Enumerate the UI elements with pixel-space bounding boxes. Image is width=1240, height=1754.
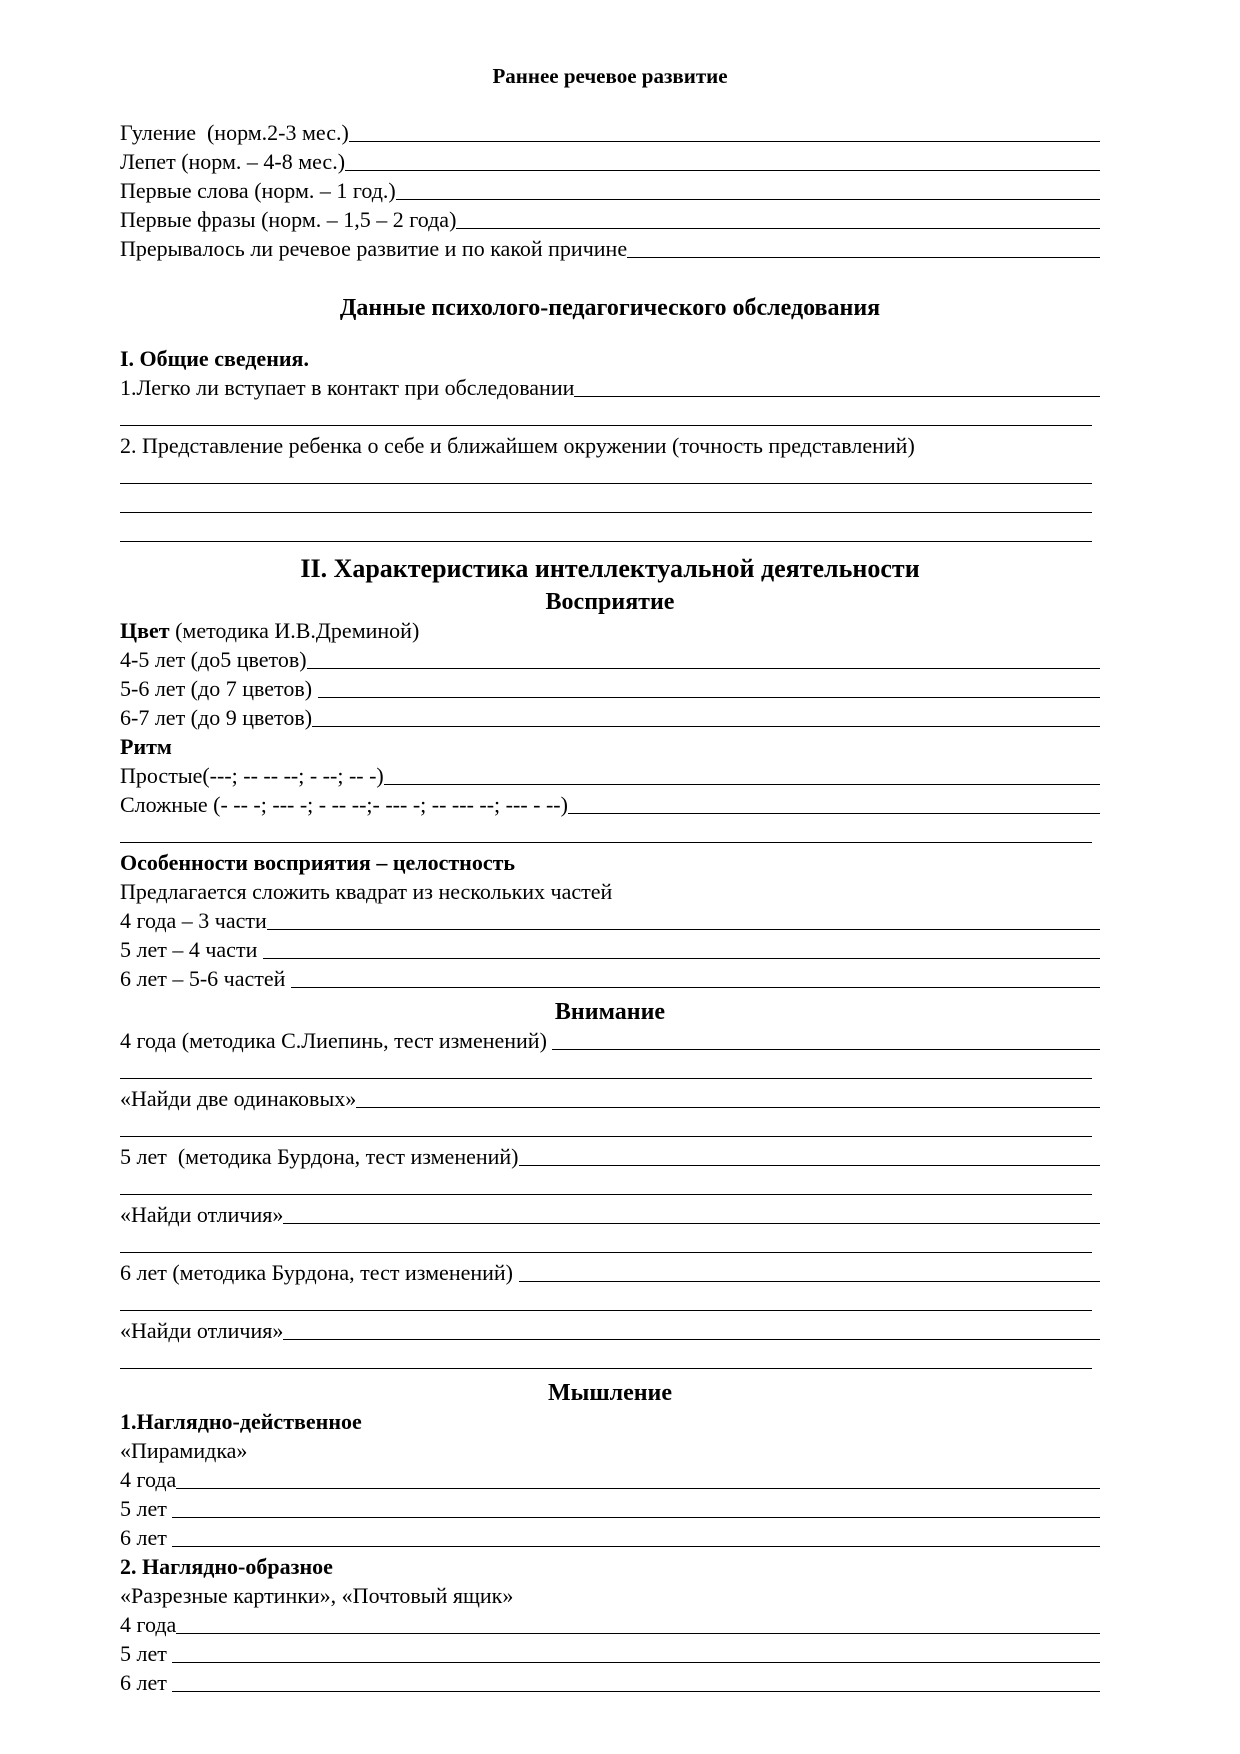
blank-answer-line[interactable] <box>120 517 1100 546</box>
form-line <box>120 1667 1100 1696</box>
line-label: (методика И.В.Дреминой) <box>169 618 420 643</box>
line-label: 5 лет <box>120 1641 173 1666</box>
line-label: 6 лет <box>120 1670 173 1695</box>
form-line <box>120 1083 1100 1112</box>
answer-field-underline[interactable] <box>312 725 1100 727</box>
blank-answer-line[interactable] <box>120 1344 1100 1373</box>
form-line <box>120 430 1100 459</box>
line-label: 6 лет (методика Бурдона, тест изменений) <box>120 1260 519 1285</box>
answer-field-underline[interactable] <box>120 841 1092 843</box>
answer-field-underline[interactable] <box>120 482 1092 484</box>
form-line <box>120 760 1100 789</box>
line-label: 6 лет – 5-6 частей <box>120 966 291 991</box>
subsection-heading <box>120 1406 1100 1435</box>
form-line <box>120 1609 1100 1638</box>
form-line <box>120 789 1100 818</box>
line-label: Простые(---; -- -- --; - --; -- -) <box>120 763 384 788</box>
blank-answer-line[interactable] <box>120 459 1100 488</box>
answer-field-underline[interactable] <box>120 1077 1092 1079</box>
answer-field-underline[interactable] <box>384 783 1100 785</box>
form-line <box>120 1025 1100 1054</box>
line-label: 4 года <box>120 1612 177 1637</box>
subsection-heading <box>120 847 1100 876</box>
line-label: Лепет (норм. – 4-8 мес.) <box>120 149 346 174</box>
title-text: Раннее речевое развитие <box>492 64 728 88</box>
answer-field-underline[interactable] <box>349 140 1100 142</box>
subheading-text: Особенности восприятия – целостность <box>120 850 516 875</box>
form-line <box>120 1638 1100 1667</box>
section-heading <box>120 288 1100 321</box>
form-line <box>120 1199 1100 1228</box>
line-label: 5 лет <box>120 1496 173 1521</box>
answer-field-underline[interactable] <box>172 1661 1100 1663</box>
blank-answer-line[interactable] <box>120 1112 1100 1141</box>
answer-field-underline[interactable] <box>552 1048 1100 1050</box>
line-label: 4 года – 3 части <box>120 908 267 933</box>
answer-field-underline[interactable] <box>120 1193 1092 1195</box>
heading-text: Мышление <box>547 1380 673 1406</box>
section-heading <box>120 582 1100 615</box>
line-label: Первые фразы (норм. – 1,5 – 2 года) <box>120 207 457 232</box>
form-line <box>120 372 1100 401</box>
section-heading <box>120 1373 1100 1406</box>
answer-field-underline[interactable] <box>574 395 1100 397</box>
subheading-text: 2. Наглядно-образное <box>120 1554 333 1579</box>
form-line <box>120 615 1100 644</box>
line-label: 5 лет (методика Бурдона, тест изменений) <box>120 1144 519 1169</box>
blank-answer-line[interactable] <box>120 1228 1100 1257</box>
answer-field-underline[interactable] <box>519 1280 1100 1282</box>
form-line <box>120 1141 1100 1170</box>
form-line <box>120 146 1100 175</box>
section-heading <box>120 546 1100 582</box>
blank-answer-line[interactable] <box>120 818 1100 847</box>
answer-field-underline[interactable] <box>345 169 1100 171</box>
answer-field-underline[interactable] <box>120 540 1092 542</box>
form-line <box>120 644 1100 673</box>
form-line <box>120 1522 1100 1551</box>
answer-field-underline[interactable] <box>307 667 1100 669</box>
answer-field-underline[interactable] <box>356 1106 1100 1108</box>
heading-text: II. Характеристика интеллектуальной деятельности <box>300 554 920 583</box>
blank-answer-line[interactable] <box>120 488 1100 517</box>
line-label: 4 года <box>120 1467 177 1492</box>
form-line <box>120 1580 1100 1609</box>
form-line <box>120 673 1100 702</box>
subheading-text: Цвет <box>120 618 170 643</box>
answer-field-underline[interactable] <box>172 1516 1100 1518</box>
form-line <box>120 175 1100 204</box>
answer-field-underline[interactable] <box>172 1545 1100 1547</box>
line-label: 6-7 лет (до 9 цветов) <box>120 705 313 730</box>
answer-field-underline[interactable] <box>396 198 1100 200</box>
line-label: «Найди отличия» <box>120 1318 284 1343</box>
line-label: Сложные (- -- -; --- -; - -- --;- --- -; -- --- --; --- - --) <box>120 792 568 817</box>
line-label: Первые слова (норм. – 1 год.) <box>120 178 396 203</box>
form-line <box>120 233 1100 262</box>
answer-field-underline[interactable] <box>120 1309 1092 1311</box>
subheading-text: 1.Наглядно-действенное <box>120 1409 362 1434</box>
form-line <box>120 702 1100 731</box>
line-label: «Пирамидка» <box>120 1438 248 1463</box>
line-label: 1.Легко ли вступает в контакт при обследовании <box>120 375 575 400</box>
blank-answer-line[interactable] <box>120 1286 1100 1315</box>
answer-field-underline[interactable] <box>267 928 1100 930</box>
section-heading <box>120 992 1100 1025</box>
heading-text: Внимание <box>554 999 666 1025</box>
subsection-heading <box>120 731 1100 760</box>
line-label: 4-5 лет (до5 цветов) <box>120 647 307 672</box>
form-line <box>120 1315 1100 1344</box>
line-label: «Найди две одинаковых» <box>120 1086 357 1111</box>
blank-answer-line[interactable] <box>120 1054 1100 1083</box>
line-label: Прерывалось ли речевое развитие и по какой причине <box>120 236 628 261</box>
answer-field-underline[interactable] <box>627 256 1100 258</box>
form-line <box>120 204 1100 233</box>
answer-field-underline[interactable] <box>519 1164 1100 1166</box>
line-label: 5 лет – 4 части <box>120 937 263 962</box>
answer-field-underline[interactable] <box>568 812 1100 814</box>
answer-field-underline[interactable] <box>283 1222 1100 1224</box>
answer-field-underline[interactable] <box>456 227 1100 229</box>
answer-field-underline[interactable] <box>120 1367 1092 1369</box>
answer-field-underline[interactable] <box>291 986 1100 988</box>
form-line <box>120 1435 1100 1464</box>
subsection-heading <box>120 343 1100 372</box>
answer-field-underline[interactable] <box>120 424 1092 426</box>
form-line <box>120 905 1100 934</box>
answer-field-underline[interactable] <box>120 511 1092 513</box>
document-title <box>120 60 1100 89</box>
form-line <box>120 934 1100 963</box>
form-line <box>120 963 1100 992</box>
subheading-text: I. Общие сведения. <box>120 346 309 371</box>
line-label: 6 лет <box>120 1525 173 1550</box>
answer-field-underline[interactable] <box>120 1251 1092 1253</box>
answer-field-underline[interactable] <box>176 1632 1100 1634</box>
answer-field-underline[interactable] <box>318 696 1100 698</box>
line-label: Гуление (норм.2-3 мес.) <box>120 120 349 145</box>
heading-text: Восприятие <box>545 589 675 615</box>
subheading-text: Ритм <box>120 734 172 759</box>
form-line <box>120 1257 1100 1286</box>
line-label: 4 года (методика С.Лиепинь, тест изменений) <box>120 1028 553 1053</box>
blank-answer-line[interactable] <box>120 401 1100 430</box>
answer-field-underline[interactable] <box>172 1690 1100 1692</box>
line-label: «Найди отличия» <box>120 1202 284 1227</box>
line-label: 5-6 лет (до 7 цветов) <box>120 676 318 701</box>
subsection-heading <box>120 1551 1100 1580</box>
form-line <box>120 1464 1100 1493</box>
line-label: «Разрезные картинки», «Почтовый ящик» <box>120 1583 514 1608</box>
answer-field-underline[interactable] <box>263 957 1100 959</box>
answer-field-underline[interactable] <box>283 1338 1100 1340</box>
answer-field-underline[interactable] <box>176 1487 1100 1489</box>
form-line <box>120 1493 1100 1522</box>
form-line <box>120 117 1100 146</box>
document-page <box>120 60 1100 1696</box>
heading-text: Данные психолого-педагогического обследования <box>339 295 881 321</box>
blank-answer-line[interactable] <box>120 1170 1100 1199</box>
form-line <box>120 876 1100 905</box>
answer-field-underline[interactable] <box>120 1135 1092 1137</box>
line-label: Предлагается сложить квадрат из нескольких частей <box>120 879 613 904</box>
line-label: 2. Представление ребенка о себе и ближайшем окружении (точность представлений) <box>120 433 915 458</box>
